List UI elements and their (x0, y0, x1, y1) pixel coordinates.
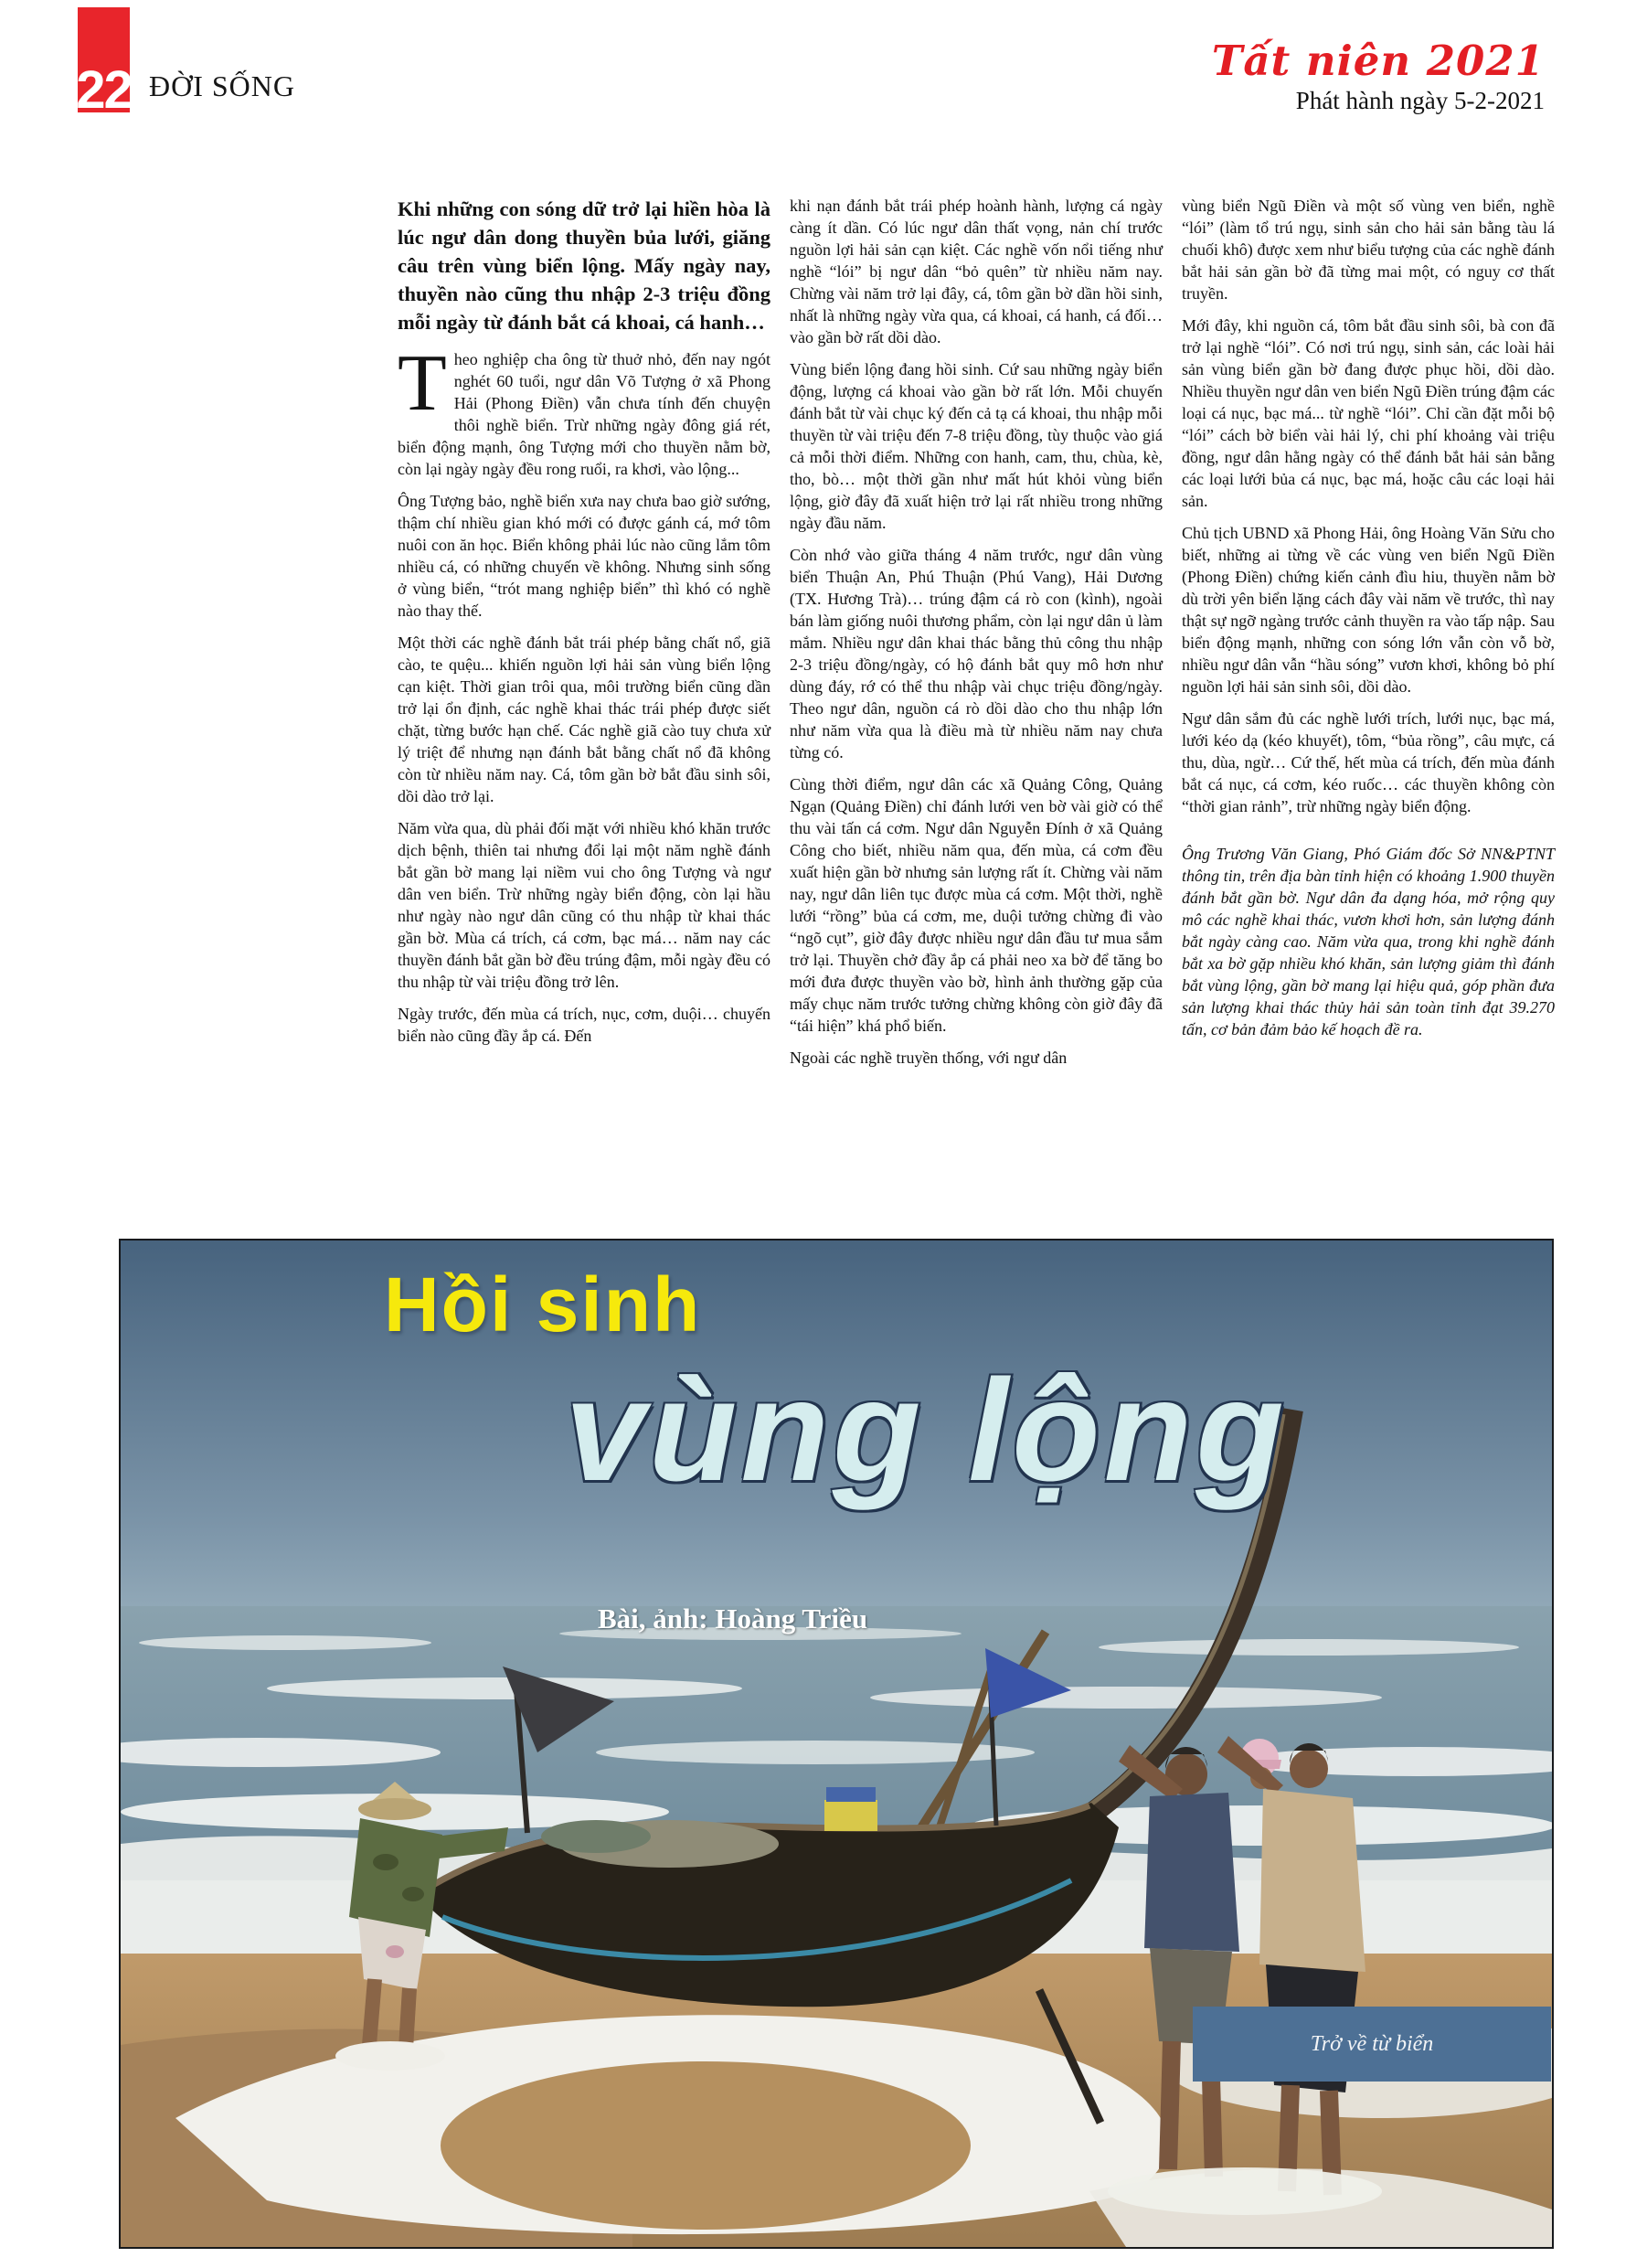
photo-caption: Trở về từ biển (1193, 2007, 1551, 2082)
paragraph: Ngư dân sắm đủ các nghề lưới trích, lưới nục, bạc má, lưới kéo dạ (kéo khuyết), tôm, “bủa rồng”, câu mực, cá thu, dùa, ngừ… Cứ thế, hết mùa cá trích, đến mùa đánh bắt cá nục, cá cơm, kéo ruốc… các thuyền không còn “thời gian rảnh”, trừ những ngày biển động. (1182, 709, 1555, 815)
paragraph: Ông Tượng bảo, nghề biển xưa nay chưa bao giờ sướng, thậm chí nhiều gian khó mới có được gánh cá, mớ tôm nuôi con ăn học. Biển không phải lúc nào cũng lắm tôm nhiều cá, có những chuyến về không. Nhưng sinh sống ở vùng biển, “trót mang nghiệp biển” thì khó có nghề nào thay thế. (398, 492, 770, 620)
paragraph: Ngày trước, đến mùa cá trích, nục, cơm, duội… chuyến biển nào cũng đầy ắp cá. Đến (398, 1005, 770, 1045)
paragraph: Vùng biển lộng đang hồi sinh. Cứ sau những ngày biển động, lượng cá khoai vào gần bờ rất lớn. Mỗi chuyến đánh bắt từ vài chục ký đến cả tạ cá khoai, thu nhập mỗi thuyền từ vài triệu đến 7-8 triệu đồng, tùy thuộc vào giá cả mỗi thời điểm. Những con hanh, cam, thu, chùa, kè, tho, bò… một thời gần như mất hút khỏi vùng biển lộng, giờ đây đã xuất hiện trở lại rất nhiều trong những ngày đầu năm. (790, 360, 1163, 532)
edition-title: Tất niên 2021 (1211, 37, 1545, 85)
feature-photo (119, 1239, 1554, 2249)
publish-date: Phát hành ngày 5-2-2021 (1295, 87, 1545, 114)
drop-cap: T (398, 339, 447, 428)
paragraph (398, 339, 770, 480)
photo-title-line1: Hồi sinh (384, 1262, 702, 1347)
paragraph: vùng biển Ngũ Điền và một số vùng ven biển, nghề “lói” (làm tổ trú ngụ, sinh sản cho hải sản bằng tàu lá chuối khô) được xem như biểu tượng của các nghề đánh bắt hải sản gần bờ đã từng mai một, có nguy cơ thất truyền. (1182, 197, 1555, 303)
tan-sweater (1259, 1789, 1365, 1972)
paragraph-text: heo nghiệp cha ông từ thuở nhỏ, đến nay ngót nghét 60 tuổi, ngư dân Võ Tượng ở xã Phong Hải (Phong Điền) vẫn chưa tính đến chuyện thôi nghề biển. Trừ những ngày đông giá rét, biển động mạnh, ông Tượng mới cho thuyền nằm bờ, còn lại ngày ngày đều rong ruổi, ra khơi, vào lộng... (398, 350, 770, 478)
page-number: 22 (76, 60, 132, 121)
cargo-box (824, 1800, 877, 1831)
masthead-right (1212, 37, 1545, 115)
page-number-box (76, 7, 132, 121)
paragraph: Năm vừa qua, dù phải đối mặt với nhiều khó khăn trước dịch bệnh, thiên tai nhưng đổi lại một năm nghề đánh bắt gần bờ mang lại niềm vui cho ông Tượng và ngư dân ven biển. Trừ những ngày biển động, còn lại hầu như ngày nào ngư dân cũng có thu nhập từ khai thác gần bờ. Mùa cá trích, cá cơm, bạc má… năm nay các thuyền đánh bắt gần bờ đều trúng đậm, mỗi ngày đều có thu nhập từ vài triệu đồng trở lên. (398, 819, 770, 991)
article-intro: Khi những con sóng dữ trở lại hiền hòa là lúc ngư dân dong thuyền bủa lưới, giăng câu trên vùng biển lộng. Mấy ngày nay, thuyền nào cũng thu nhập 2-3 triệu đồng mỗi ngày từ đánh bắt cá khoai, cá hanh… (398, 197, 770, 334)
paragraph: Mới đây, khi nguồn cá, tôm bắt đầu sinh sôi, bà con đã trở lại nghề “lói”. Có nơi trú ngụ, sinh sản, các loài hải sản vùng biển gần bờ đang được phục hồi, dồi dào. Nhiều thuyền ngư dân ven biển Ngũ Điền trúng đậm các loại cá nục, bạc má... từ nghề “lói”. Chỉ cần đặt mỗi bộ “lói” cách bờ biển vài hải lý, chi phí khoảng vài triệu đồng, ngư dân hằng ngày có thể đánh bắt hải sản bằng các loại lưới bủa cá nục, bạc má, hoặc câu các loại hải sản. (1182, 316, 1555, 510)
foam-center-sand (441, 2061, 971, 2230)
paragraph: Còn nhớ vào giữa tháng 4 năm trước, ngư dân vùng biển Thuận An, Phú Thuận (Phú Vang), Hải Dương (TX. Hương Trà)… trúng đậm cá rò con (kình), ngoài bán làm giống nuôi thương phẩm, còn lại ngư dân ủ làm mắm. Nhiều ngư dân khai thác bằng thủ công thu nhập 2-3 triệu đồng/ngày, có hộ đánh bắt quy mô hơn như dùng đáy, rớ có thể thu nhập vài chục triệu đồng/ngày. Theo ngư dân, nguồn cá rò dồi dào cho thu nhập lớn như năm vừa qua là điều mà từ nhiều năm nay chưa từng có. (790, 546, 1163, 761)
paragraph: Một thời các nghề đánh bắt trái phép bằng chất nổ, giã cào, te quệu... khiến nguồn lợi hải sản vùng biển lộng cạn kiệt. Thời gian trôi qua, môi trường biển cũng dần trở lại ổn định, các nghề khai thác trái phép được siết chặt, từng bước hạn chế. Các nghề giã cào tuy chưa xử lý triệt để nhưng nạn đánh bắt bằng chất nổ đã không còn từ nhiều năm nay. Cá, tôm gần bờ bắt đầu sinh sôi, dồi dào trở lại. (398, 634, 770, 805)
article-column-1 (398, 195, 770, 1079)
article-body (398, 195, 1555, 1079)
article-column-2 (790, 195, 1163, 1079)
photo-byline: Bài, ảnh: Hoàng Triều (598, 1603, 868, 1634)
paragraph: Ngoài các nghề truyền thống, với ngư dân (790, 1049, 1068, 1067)
paragraph: Chủ tịch UBND xã Phong Hải, ông Hoàng Văn Sửu cho biết, những ai từng về các vùng ven biển Ngũ Điền (Phong Điền) chứng kiến cảnh đìu hiu, thuyền nằm bờ dù trời yên biển lặng cách đây vài năm về trước, thì nay thật sự ngỡ ngàng trước cảnh thuyền ra vào tấp nập. Sau biển động mạnh, những con sóng lớn vẫn còn vỗ bờ, nhiều ngư dân vẫn “hầu sóng” vươn khơi, không bỏ phí nguồn lợi hải sản sinh sôi, dồi dào. (1182, 524, 1555, 696)
article-column-3 (1182, 195, 1555, 1079)
paragraph: Cùng thời điểm, ngư dân các xã Quảng Công, Quảng Ngạn (Quảng Điền) chỉ đánh lưới ven bờ vài giờ có thể thu vài tấn cá cơm. Ngư dân Nguyễn Đính ở xã Quảng Công cho biết, nhiều năm qua, đến mùa, cá cơm đều xuất hiện gần bờ nhưng sản lượng rất ít. Chừng vài năm nay, ngư dân liên tục được mùa cá cơm. Một thời, nghề lưới “rồng” bủa cá cơm, me, duội tưởng chừng đi vào “ngõ cụt”, giờ đây được nhiều ngư dân đầu tư mua sắm trở lại. Thuyền chở đầy ắp cá phải neo xa bờ để tăng bo mới đưa được thuyền vào bờ, hình ảnh thường gặp của mấy chục năm trước tưởng chừng không còn giờ đây đã “tái hiện” khá phổ biến. (790, 775, 1163, 1035)
paragraph: khi nạn đánh bắt trái phép hoành hành, lượng cá ngày càng ít dần. Có lúc ngư dân thất vọng, nản chí trước nguồn lợi hải sản cạn kiệt. Các nghề vốn nổi tiếng như nghề “lói” bị ngư dân “bỏ quên” từ nhiều năm nay. Chừng vài năm trở lại đây, cá, tôm gần bờ dần hồi sinh, nhất là những ngày vừa qua, cá khoai, cá hanh, cá đối… vào gần bờ rất dồi dào. (790, 197, 1163, 346)
official-quote-paragraph: Ông Trương Văn Giang, Phó Giám đốc Sở NN&PTNT thông tin, trên địa bàn tỉnh hiện có khoảng 1.900 thuyền đánh bắt gần bờ. Ngư dân đa dạng hóa, mở rộng quy mô các nghề khai thác, vươn khơi hơn, sản lượng đánh bắt ngày càng cao. Năm vừa qua, trong khi nghề đánh bắt xa bờ gặp nhiều khó khăn, sản lượng giảm thì đánh bắt vùng lộng, gần bờ mang lại hiệu quả, góp phần đưa sản lượng khai thác thủy hải sản toàn tỉnh đạt 39.270 tấn, cơ bản đảm bảo kế hoạch đề ra. (1182, 845, 1555, 1038)
photo-title-line2: vùng lộng (565, 1350, 1288, 1511)
navy-shirt (1144, 1793, 1239, 1952)
section-title: ĐỜI SỐNG (149, 69, 295, 102)
